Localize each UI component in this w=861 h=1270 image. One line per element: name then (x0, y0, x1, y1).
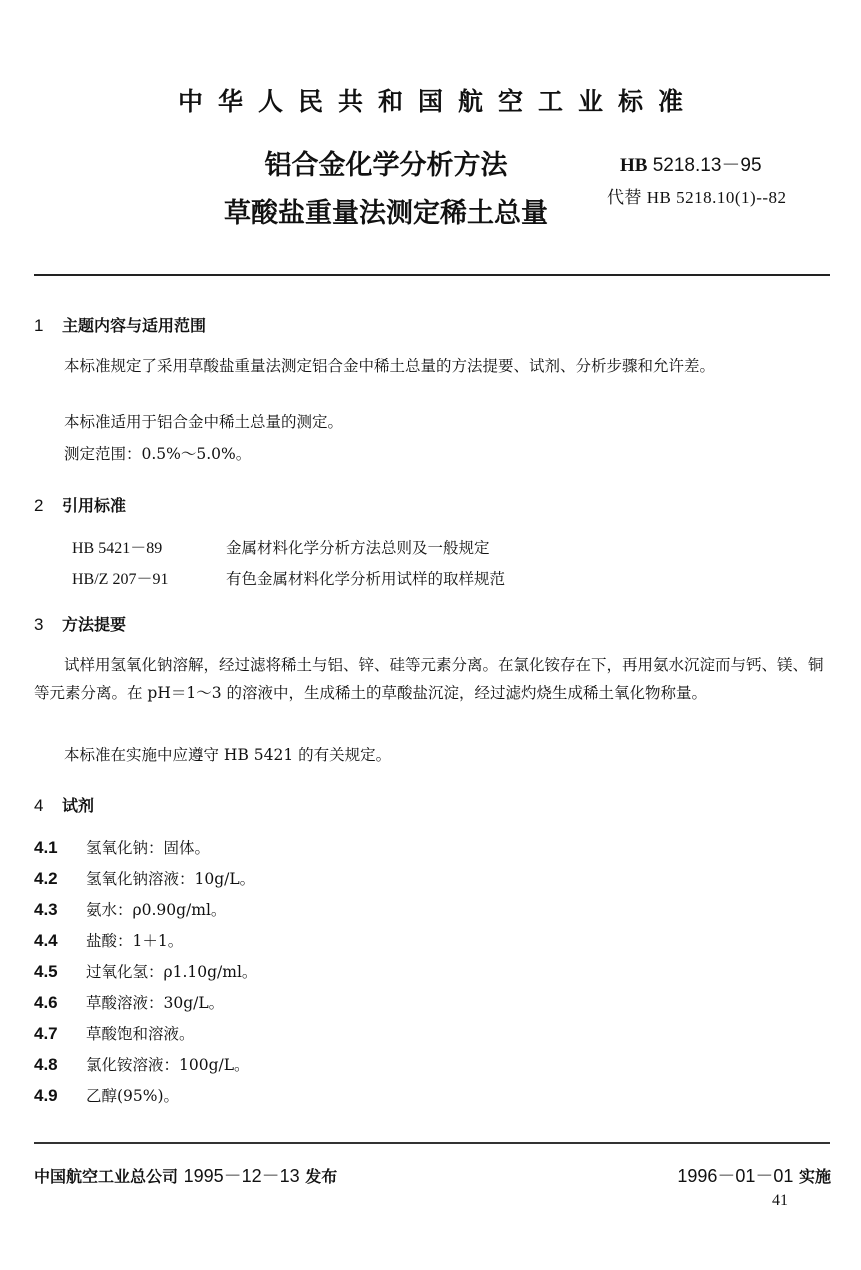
reagent-item (34, 1053, 250, 1075)
reagent-item (34, 929, 183, 951)
national-standard-header: 中华人民共和国航空工业标准 (177, 87, 698, 116)
reagent-number: 4.4 (34, 931, 58, 950)
reagent-text: 草酸溶液：30g/L。 (86, 994, 225, 1012)
standard-code (620, 150, 762, 177)
reference-title: 有色金属材料化学分析用试样的取样规范 (226, 570, 506, 588)
reagent-text: 氢氧化钠溶液：10g/L。 (86, 870, 256, 888)
section-heading-1 (34, 313, 206, 336)
reference-title: 金属材料化学分析方法总则及一般规定 (226, 539, 490, 557)
reference-code: HB 5421－89 (72, 540, 163, 557)
section-heading-4 (34, 793, 94, 816)
reference-row (72, 566, 505, 589)
section-title: 主题内容与适用范围 (62, 316, 207, 335)
reagent-number: 4.8 (34, 1055, 58, 1074)
reagent-text: 氢氧化钠：固体。 (86, 839, 211, 857)
section-number: 2 (34, 496, 44, 515)
document-title (196, 142, 576, 238)
header-divider (34, 274, 830, 276)
standard-code-number: 5218.13－95 (652, 155, 762, 176)
issue-label: 发布 (305, 1167, 338, 1186)
reagent-number: 4.2 (34, 869, 58, 888)
standard-code-prefix: HB (620, 155, 648, 176)
effective-label: 实施 (798, 1167, 831, 1186)
reagent-text: 乙醇(95%)。 (86, 1087, 180, 1105)
section-3-paragraph-2: 本标准在实施中应遵守 HB 5421 的有关规定。 (64, 746, 392, 764)
section-heading-2 (34, 493, 126, 516)
page-number: 41 (772, 1192, 788, 1209)
issue-date: 1995－12－13 (183, 1166, 300, 1186)
reagent-text: 草酸饱和溶液。 (86, 1025, 195, 1043)
effective-date: 1996－01－01 (677, 1166, 794, 1186)
reagent-number: 4.9 (34, 1086, 58, 1105)
reagent-number: 4.7 (34, 1024, 58, 1043)
reagent-number: 4.1 (34, 838, 58, 857)
reagent-text: 氨水：ρ0.90g/ml。 (86, 901, 227, 919)
reference-code: HB/Z 207－91 (72, 571, 169, 588)
reagent-item (34, 1022, 195, 1044)
section-title: 引用标准 (62, 496, 127, 515)
title-line-2: 草酸盐重量法测定稀土总量 (224, 198, 548, 229)
reference-row (72, 535, 490, 558)
section-title: 试剂 (62, 796, 95, 815)
section-1-paragraph-2: 本标准适用于铝合金中稀土总量的测定。 (64, 413, 344, 431)
section-3-paragraph-1: 试样用氢氧化钠溶解，经过滤将稀土与铝、锌、硅等元素分离。在氯化铵存在下，再用氨水沉淀而与钙、镁、铜等元素分离。在 pH＝1～3 的溶液中，生成稀土的草酸盐沉淀，经过滤灼烧生成稀土氧化物称量。 (34, 656, 824, 702)
reagent-item (34, 867, 255, 889)
section-heading-3 (34, 612, 126, 635)
reagent-number: 4.6 (34, 993, 58, 1012)
reagent-item (34, 960, 257, 982)
section-number: 1 (34, 316, 44, 335)
reagent-item (34, 898, 226, 920)
section-1-paragraph-3: 测定范围：0.5%～5.0%。 (64, 445, 252, 463)
issuer: 中国航空工业总公司 (34, 1167, 179, 1186)
section-1-paragraph-1: 本标准规定了采用草酸盐重量法测定铝合金中稀土总量的方法提要、试剂、分析步骤和允许差。 (64, 357, 716, 375)
footer-divider (34, 1142, 830, 1144)
reagent-number: 4.3 (34, 900, 58, 919)
section-number: 3 (34, 615, 44, 634)
reagent-item (34, 1084, 179, 1106)
reagent-item (34, 991, 224, 1013)
section-number: 4 (34, 796, 44, 815)
reagent-number: 4.5 (34, 962, 58, 981)
reagent-item (34, 836, 210, 858)
reagent-text: 过氧化氢：ρ1.10g/ml。 (86, 963, 258, 981)
issue-info (34, 1162, 337, 1188)
reagent-text: 氯化铵溶液：100g/L。 (86, 1056, 250, 1074)
reagent-text: 盐酸：1＋1。 (86, 932, 184, 950)
title-line-1: 铝合金化学分析方法 (264, 150, 508, 181)
replaces-standard: 代替 HB 5218.10(1)--82 (607, 188, 787, 207)
section-title: 方法提要 (62, 615, 127, 634)
effective-info (677, 1162, 831, 1188)
